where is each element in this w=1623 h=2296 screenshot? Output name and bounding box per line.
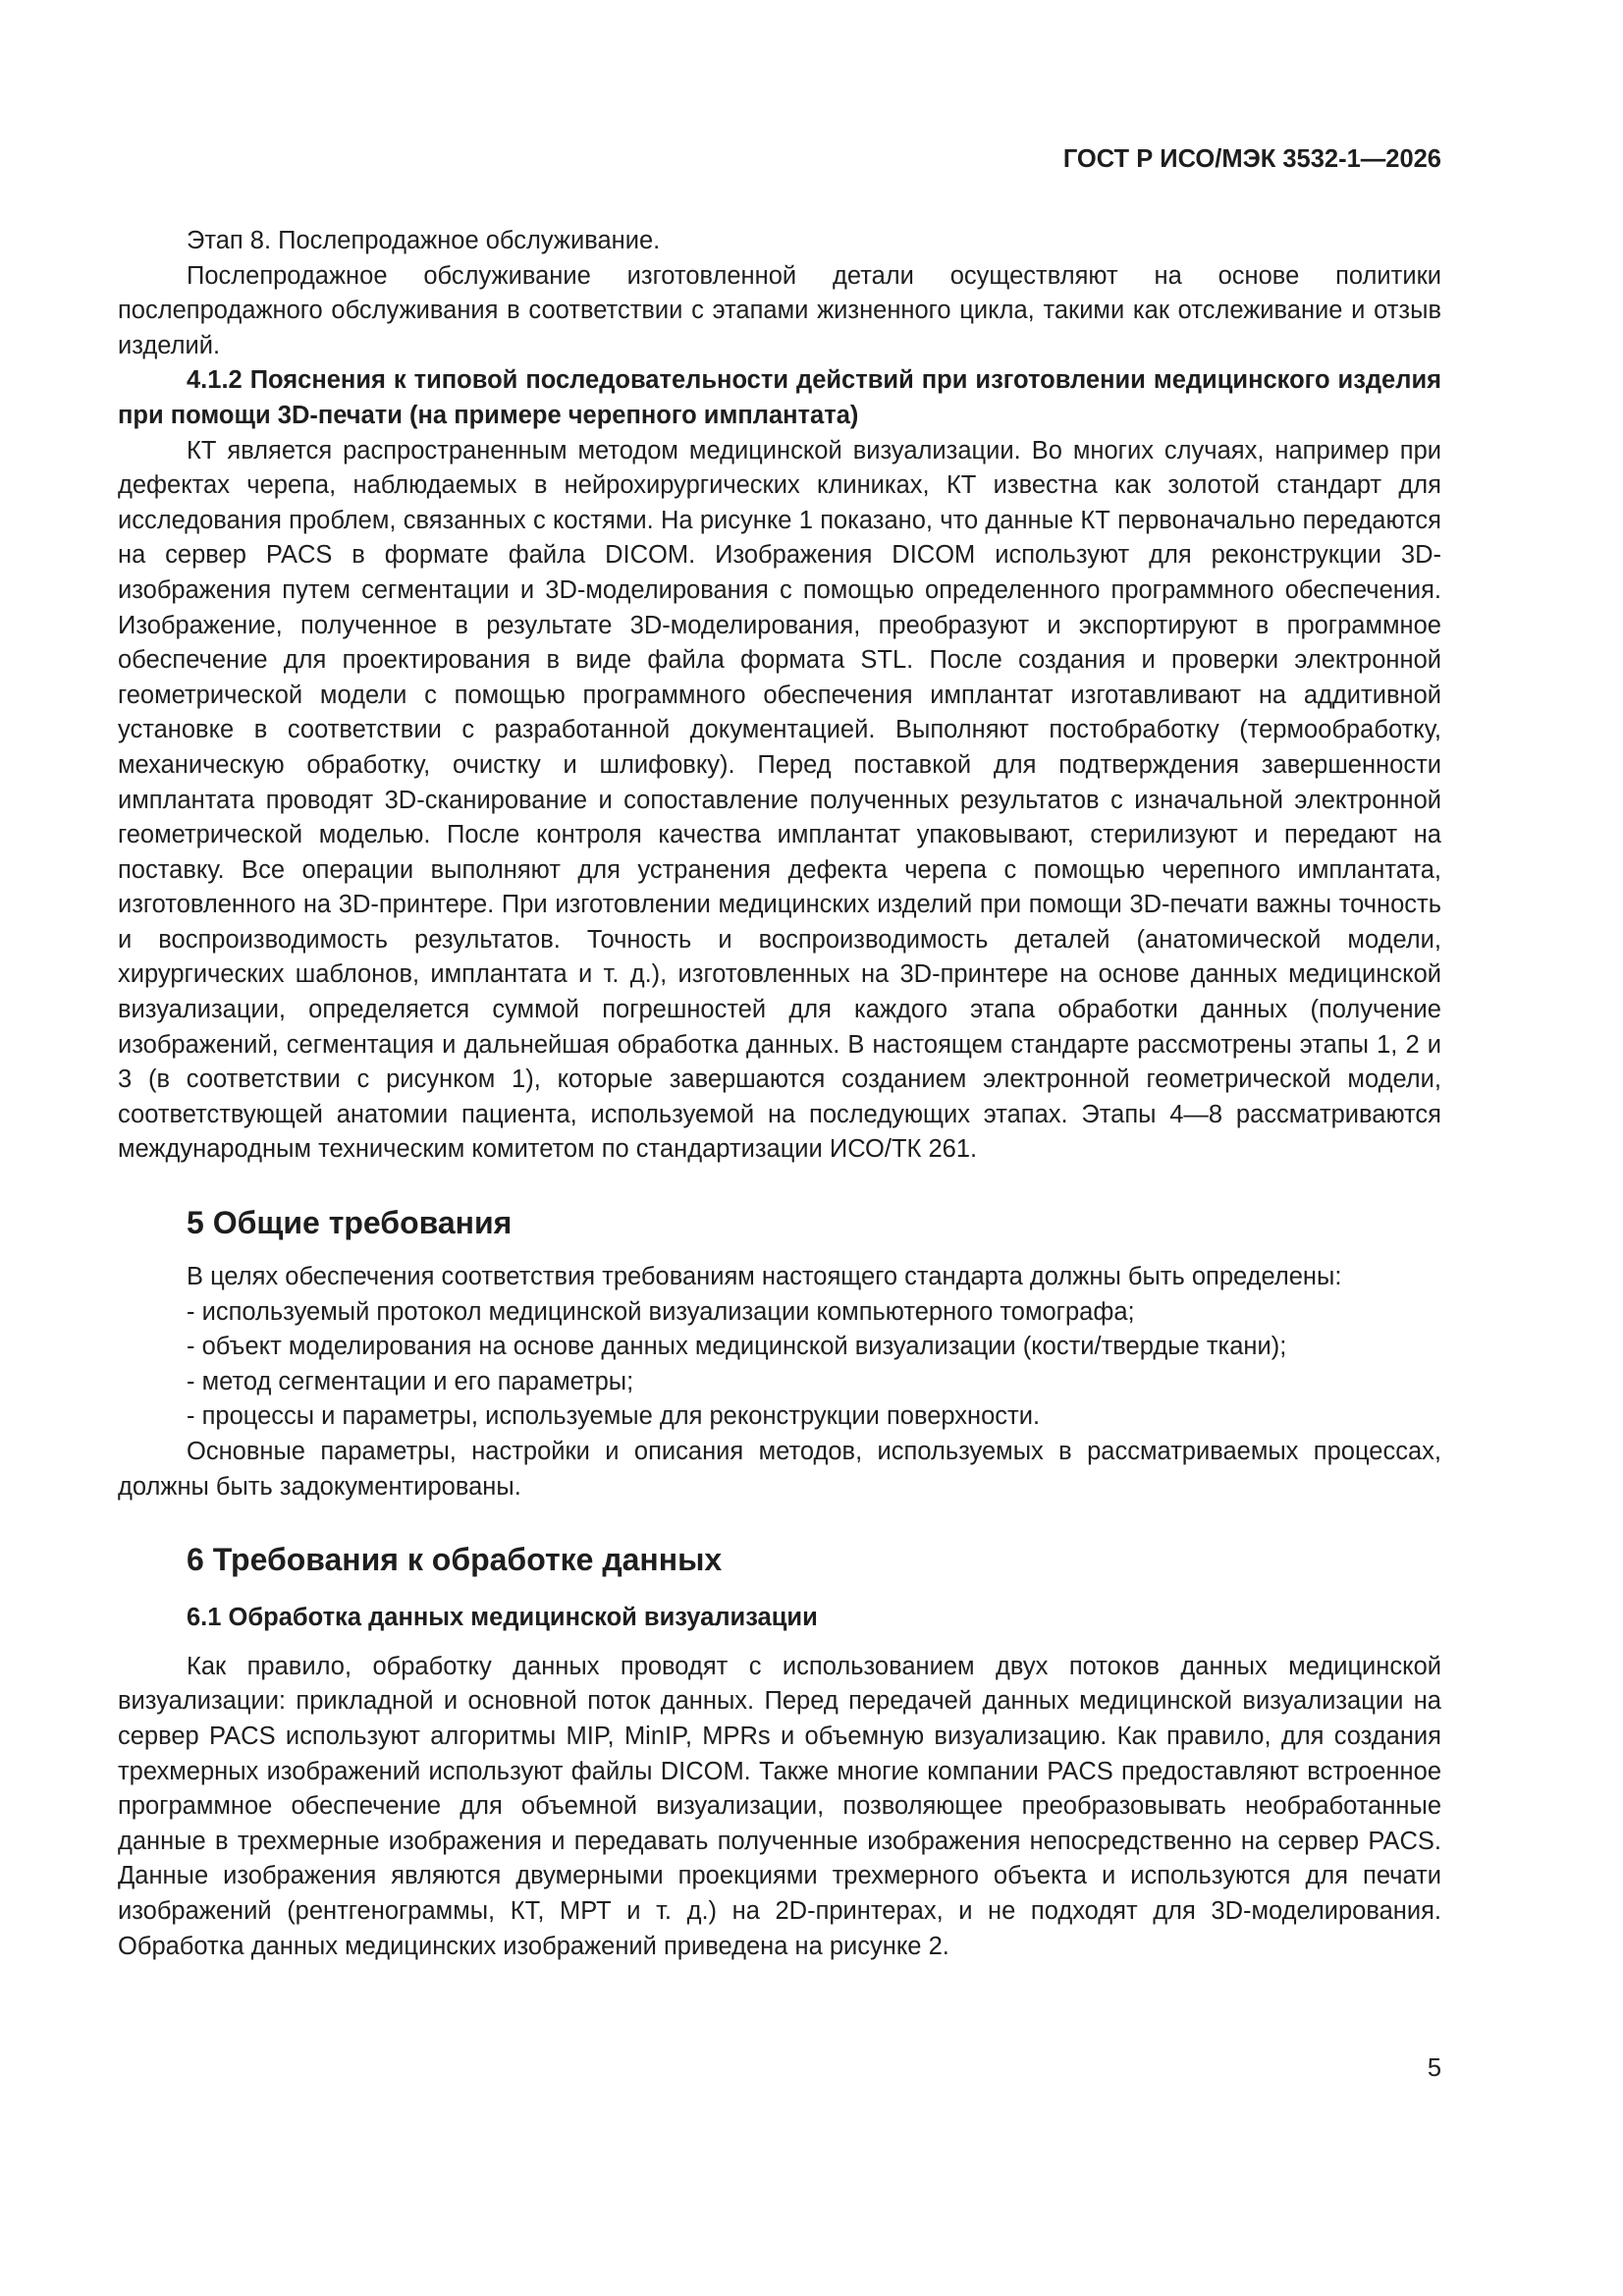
section-5-closing: Основные параметры, настройки и описания методов, используемых в рассматриваемых процессах, должны быть задокументированы.: [118, 1438, 1441, 1501]
section-6-1-paragraph: Как правило, обработку данных проводят с использованием двух потоков данных медицинской визуализации: прикладной и основной поток данных. Перед передачей данных медицинской визуализации на сервер PACS используют алгоритмы MIP, MinIP, MPRs и объемную визуализацию. Как правило, для создания трехмерных изображений используют файлы DICOM. Также многие компании PACS предоставляют встроенное программное обеспечение для объемной визуализации, позволяющее преобразовывать необработанные данные в трехмерные изображения и передавать полученные изображения непосредственно на сервер PACS. Данные изображения являются двумерными проекциями трехмерного объекта и используются для печати изображений (рентгенограммы, КТ, МРТ и т. д.) на 2D-принтерах, и не подходят для 3D-моделирования. Обработка данных медицинских изображений приведена на рисунке 2.: [118, 1652, 1441, 1960]
list-item: - метод сегментации и его параметры;: [187, 1367, 634, 1395]
subsection-6-1-heading: 6.1 Обработка данных медицинской визуализации: [187, 1604, 818, 1632]
section-5-intro: В целях обеспечения соответствия требованиям настоящего стандарта должны быть определены:: [187, 1263, 1342, 1291]
page-content: [118, 224, 1441, 1964]
list-item: - объект моделирования на основе данных медицинской визуализации (кости/твердые ткани);: [187, 1333, 1287, 1361]
list-item: - процессы и параметры, используемые для реконструкции поверхности.: [187, 1402, 1041, 1431]
page-number: 5: [1427, 2054, 1441, 2082]
stage8-paragraph: Послепродажное обслуживание изготовленной детали осуществляют на основе политики послепродажного обслуживания в соответствии с этапами жизненного цикла, такими как отслеживание и отзыв изделий.: [118, 261, 1441, 359]
subsection-4-1-2-title: 4.1.2 Пояснения к типовой последовательности действий при изготовлении медицинского изделия при помощи 3D-печати (на примере черепного имплантата): [118, 366, 1441, 429]
list-item: - используемый протокол медицинской визуализации компьютерного томографа;: [187, 1297, 1135, 1326]
section-5-heading: 5 Общие требования: [187, 1205, 513, 1241]
standard-number-header: ГОСТ Р ИСО/МЭК 3532-1—2026: [1062, 145, 1441, 173]
stage8-title: Этап 8. Послепродажное обслуживание.: [187, 227, 661, 254]
subsection-4-1-2-paragraph: КТ является распространенным методом медицинской визуализации. Во многих случаях, например при дефектах черепа, наблюдаемых в нейрохирургических клиниках, КТ известна как золотой стандарт для исследования проблем, связанных с костями. На рисунке 1 показано, что данные КТ первоначально передаются на сервер PACS в формате файла DICOM. Изображения DICOM используют для реконструкции 3D-изображения путем сегментации и 3D-моделирования с помощью определенного программного обеспечения. Изображение, полученное в результате 3D-моделирования, преобразуют и экспортируют в программное обеспечение для проектирования в виде файла формата STL. После создания и проверки электронной геометрической модели с помощью программного обеспечения имплантат изготавливают на аддитивной установке в соответствии с разработанной документацией. Выполняют постобработку (термообработку, механическую обработку, очистку и шлифовку). Перед поставкой для подтверждения завершенности имплантата проводят 3D-сканирование и сопоставление полученных результатов с изначальной электронной геометрической моделью. После контроля качества имплантат упаковывают, стерилизуют и передают на поставку. Все операции выполняют для устранения дефекта черепа с помощью черепного имплантата, изготовленного на 3D-принтере. При изготовлении медицинских изделий при помощи 3D-печати важны точность и воспроизводимость результатов. Точность и воспроизводимость деталей (анатомической модели, хирургических шаблонов, имплантата и т. д.), изготовленных на 3D-принтере на основе данных медицинской визуализации, определяется суммой погрешностей для каждого этапа обработки данных (получение изображений, сегментация и дальнейшая обработка данных. В настоящем стандарте рассмотрены этапы 1, 2 и 3 (в соответствии с рисунком 1), которые завершаются созданием электронной геометрической модели, соответствующей анатомии пациента, используемой на последующих этапах. Этапы 4—8 рассматриваются международным техническим комитетом по стандартизации ИСО/ТК 261.: [118, 436, 1441, 1164]
section-6-heading: 6 Требования к обработке данных: [187, 1542, 723, 1578]
